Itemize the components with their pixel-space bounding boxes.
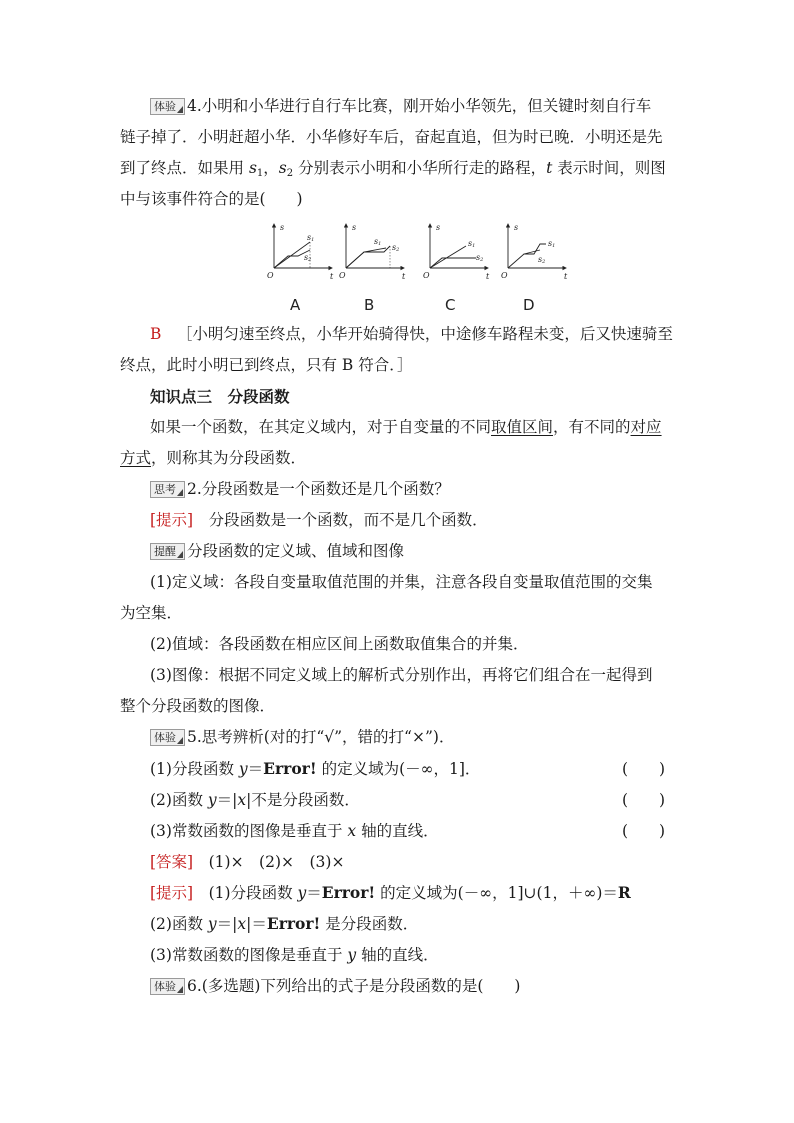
think-2-hint <box>150 510 488 530</box>
q5-item-1-y: y <box>238 760 248 778</box>
think-2-hint-text: 分段函数是一个函数，而不是几个函数． <box>193 511 488 529</box>
hint-label: [提示] <box>150 511 194 529</box>
hint-label: [提示] <box>150 884 194 902</box>
q5-hint-2-x: x <box>237 915 247 933</box>
q5-hint-1-eq: ＝ <box>306 884 322 902</box>
graph-b-s2 <box>346 246 390 268</box>
q5-stem <box>150 727 454 747</box>
tixing-tag: 提醒 <box>150 543 185 560</box>
graph-c-label-s2: s2 <box>476 253 484 263</box>
q5-item-1 <box>150 759 480 779</box>
q4-line-3 <box>120 158 666 184</box>
q5-answer-text: (1)× (2)× (3)× <box>193 853 345 871</box>
q4-text-3c: 分别表示小明和小华所行走的路程， <box>293 159 547 177</box>
section-heading: 知识点三 分段函数 <box>150 387 290 406</box>
q5-item-1-paren: ( ) <box>622 760 666 778</box>
q5-item-1-b: 的定义域为(－∞，1]． <box>316 760 481 778</box>
q4-text-3a: 到了终点．如果用 <box>120 159 249 177</box>
tiyan-tag: 体验 <box>150 729 185 746</box>
q5-hint-3-b: 轴的直线． <box>356 946 439 964</box>
graph-c-axis-s: s <box>436 223 441 232</box>
q5-hint-1-y: y <box>297 884 307 902</box>
definition-underline-1: 取值区间 <box>491 418 554 436</box>
reminder-p2: (2)值域：各段函数在相应区间上函数取值集合的并集． <box>150 635 529 653</box>
graph-a-origin: O <box>267 271 274 280</box>
reminder-p3-line-2: 整个分段函数的图像． <box>120 697 276 715</box>
option-label-b: B <box>364 296 375 314</box>
q5-hint-2-d: 是分段函数． <box>320 915 419 933</box>
symbol-s1: s <box>248 159 257 177</box>
graph-a-axis-t: t <box>330 272 334 281</box>
tiyan-tag: 体验 <box>150 978 185 995</box>
graph-b-s1 <box>346 248 386 268</box>
option-label-c: C <box>445 296 456 314</box>
symbol-s2: s <box>278 159 287 177</box>
option-label-d: D <box>523 296 535 314</box>
definition-line-2 <box>120 448 306 468</box>
q5-hint-2-c: |＝ <box>246 915 267 933</box>
graph-d-axis-t: t <box>564 272 568 281</box>
q4-answer-line-1 <box>150 324 673 344</box>
q5-hint-2-a: (2)函数 <box>150 915 208 933</box>
q5-item-3-paren: ( ) <box>622 822 666 840</box>
q4-line-1 <box>150 96 651 116</box>
reminder-p1-line-1: (1)定义域：各段自变量取值范围的并集，注意各段自变量取值范围的交集 <box>150 573 653 591</box>
graph-a-label-s2: s2 <box>304 253 312 263</box>
q5-hint-2 <box>150 914 418 934</box>
reminder-title <box>150 541 404 561</box>
graph-a-label-s1: s1 <box>307 233 315 243</box>
q5-item-1-eq: ＝ <box>247 760 264 778</box>
definition-text-b: ，有不同的 <box>553 418 631 436</box>
graph-d-label-s2: s2 <box>538 255 546 265</box>
q5-item-3-x: x <box>347 822 357 840</box>
q5-hint-2-b: ＝| <box>216 915 238 933</box>
sikao-tag: 思考 <box>150 481 185 498</box>
graph-b-origin: O <box>339 271 346 280</box>
graph-d-s2 <box>524 250 540 254</box>
q4-line-4: 中与该事件符合的是( ) <box>120 190 303 208</box>
graph-c-s2 <box>430 258 476 268</box>
reminder-title-text: 分段函数的定义域、值域和图像 <box>187 542 405 560</box>
q4-answer-line-2: 终点，此时小明已到终点，只有 B 符合．］ <box>120 356 413 374</box>
q5-item-2-y: y <box>207 791 217 809</box>
q5-item-3 <box>150 821 439 841</box>
q5-item-1-error: Error! <box>263 759 317 778</box>
graph-b <box>339 223 406 281</box>
graph-d <box>501 223 568 281</box>
q5-hint-1 <box>150 883 631 903</box>
reminder-p1-line-2: 为空集． <box>120 604 183 622</box>
q5-stem-text: 5.思考辨析(对的打“√”，错的打“×”)． <box>187 728 455 746</box>
option-label-a: A <box>290 296 301 314</box>
q5-item-2-x: x <box>237 791 247 809</box>
definition-text-a: 如果一个函数，在其定义域内，对于自变量的不同 <box>150 418 492 436</box>
q4-answer-letter: B <box>150 325 162 343</box>
graph-b-axis-s: s <box>352 223 357 232</box>
q5-item-2 <box>150 790 360 810</box>
graph-d-axis-s: s <box>514 223 519 232</box>
q6-stem-text: 6.(多选题)下列给出的式子是分段函数的是( ) <box>187 977 521 995</box>
definition-text-c: ，则称其为分段函数． <box>151 449 307 467</box>
graph-c-label-s1: s1 <box>468 239 476 249</box>
graph-d-label-s1: s1 <box>548 239 556 249</box>
symbol-s2-sub: 2 <box>286 168 294 179</box>
definition-underline-2b: 方式 <box>120 449 152 467</box>
q4-text-1: 4.小明和小华进行自行车比赛，刚开始小华领先，但关键时刻自行车 <box>187 97 652 115</box>
q5-hint-1-a: (1)分段函数 <box>193 884 298 902</box>
q4-text-3b: ， <box>263 159 279 177</box>
graph-c-axis-t: t <box>486 272 490 281</box>
q5-answer <box>150 852 344 872</box>
graph-c-s1 <box>430 246 466 268</box>
q5-item-2-c: |不是分段函数． <box>246 791 360 809</box>
definition-underline-2a: 对应 <box>630 418 662 436</box>
graph-a-axis-s: s <box>280 223 285 232</box>
q5-item-1-a: (1)分段函数 <box>150 760 239 778</box>
graph-b-label-s1: s1 <box>374 237 382 247</box>
think-2-text: 2.分段函数是一个函数还是几个函数？ <box>187 480 450 498</box>
q5-item-3-b: 轴的直线． <box>356 822 439 840</box>
q5-hint-2-y: y <box>207 915 217 933</box>
reminder-p3-line-1: (3)图像：根据不同定义域上的解析式分别作出，再将它们组合在一起得到 <box>150 666 653 684</box>
q5-hint-2-error: Error! <box>266 914 321 933</box>
q5-hint-1-r: R <box>617 883 631 902</box>
graph-d-origin: O <box>501 271 508 280</box>
q5-item-2-b: ＝| <box>216 791 238 809</box>
graph-c <box>423 223 490 281</box>
graph-b-axis-t: t <box>402 272 406 281</box>
q4-line-2: 链子掉了．小明赶超小华．小华修好车后，奋起直追，但为时已晚．小明还是先 <box>120 128 663 146</box>
graph-c-origin: O <box>423 271 430 280</box>
q4-answer-text-1: ［小明匀速至终点，小华开始骑得快，中途修车路程未变，后又快速骑至 <box>176 325 673 343</box>
think-2-question <box>150 479 450 499</box>
option-graphs <box>258 222 568 284</box>
q6-stem <box>150 976 520 996</box>
q5-item-3-a: (3)常数函数的图像是垂直于 <box>150 822 348 840</box>
q4-text-3d: 表示时间，则图 <box>552 159 666 177</box>
q5-hint-3-a: (3)常数函数的图像是垂直于 <box>150 946 348 964</box>
q5-hint-1-b: 的定义域为(－∞，1]∪(1，＋∞)＝ <box>375 884 618 902</box>
tiyan-tag: 体验 <box>150 98 185 115</box>
symbol-s1-sub: 1 <box>256 168 264 179</box>
q5-item-2-a: (2)函数 <box>150 791 208 809</box>
graph-a <box>267 223 334 281</box>
definition-line-1 <box>150 417 662 437</box>
q5-hint-3-y: y <box>347 946 357 964</box>
symbol-t: t <box>546 159 553 177</box>
answer-label: [答案] <box>150 853 194 871</box>
graph-b-label-s2: s2 <box>392 243 400 253</box>
q5-hint-1-error: Error! <box>321 883 376 902</box>
q5-item-2-paren: ( ) <box>622 791 666 809</box>
q5-hint-3 <box>150 945 439 965</box>
